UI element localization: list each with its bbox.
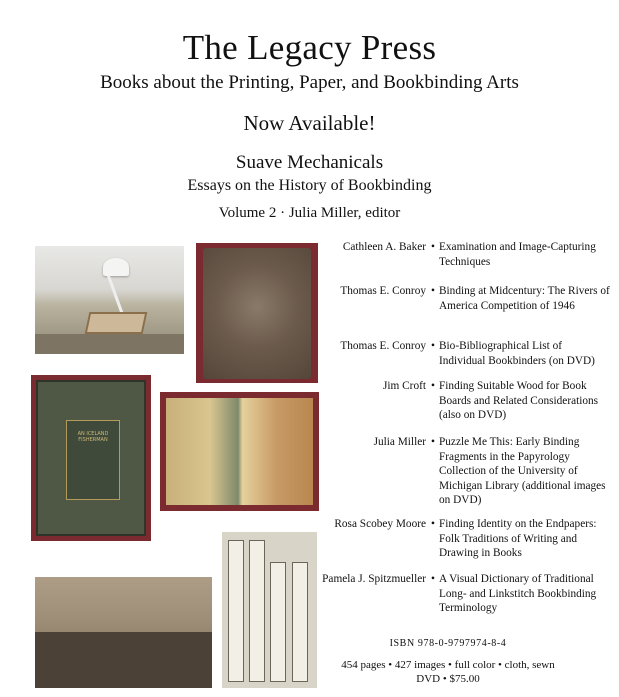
linkstitch-diagram-photo (222, 532, 317, 688)
entry-title: A Visual Dictionary of Traditional Long- and Linkstitch Bookbinding Terminology (439, 573, 597, 615)
conservation-lab-photo (35, 246, 184, 354)
isbn-number: ISBN 978-0-9797974-8-4 (389, 638, 507, 649)
spine-strip (249, 540, 265, 682)
book-title: Suave Mechanicals (235, 152, 384, 173)
spine-strip (228, 540, 244, 682)
specs-line: 454 pages • 427 images • full color • cloth, sewn (341, 659, 555, 671)
decorated-cloth-binding-photo (31, 375, 151, 541)
entry-title: Finding Suitable Wood for Book Boards and Related Considerations (also on DVD) (439, 380, 599, 422)
entry-title: Finding Identity on the Endpapers: Folk Traditions of Writing and Drawing in Books (439, 518, 597, 560)
cover-title-text: AN ICELAND FISHERMAN (77, 431, 109, 443)
volume-editor-line: Volume 2 · Julia Miller, editor (218, 205, 401, 221)
lamp-shape (103, 258, 129, 276)
book-specifications (318, 658, 578, 686)
painted-endpapers-photo (160, 392, 319, 511)
entry-author: Pamela J. Spitzmueller (322, 573, 426, 585)
desk-surface (35, 334, 184, 354)
entry-author: Jim Croft (383, 380, 426, 392)
entry-bullet: • (431, 436, 435, 448)
open-book-pages (166, 398, 313, 505)
entry-author: Thomas E. Conroy (340, 340, 426, 352)
publisher-tagline: Books about the Printing, Paper, and Bookbinding Arts (100, 72, 519, 93)
wood-board (35, 632, 212, 688)
entry-bullet: • (431, 340, 435, 352)
title-panel (66, 420, 120, 500)
green-cover (36, 380, 146, 536)
entry-title: Binding at Midcentury: The Rivers of America Competition of 1946 (439, 285, 610, 312)
entry-author: Julia Miller (373, 436, 426, 448)
entry-author: Rosa Scobey Moore (334, 518, 426, 530)
publisher-title: The Legacy Press (182, 28, 437, 67)
entry-bullet: • (431, 518, 435, 530)
entry-title: Examination and Image-Capturing Techniques (439, 241, 596, 268)
wooden-board-fragment-photo (35, 577, 212, 688)
worn-leather-cover-photo (196, 243, 318, 383)
specs-line: DVD • $75.00 (416, 673, 480, 685)
entry-bullet: • (431, 573, 435, 585)
spine-strip (292, 562, 308, 682)
entry-author: Thomas E. Conroy (340, 285, 426, 297)
entry-title: Puzzle Me This: Early Binding Fragments in the Papyrology Collection of the University of Michigan Library (additional images on DVD) (439, 436, 606, 507)
book-on-desk (85, 312, 148, 334)
entry-bullet: • (431, 285, 435, 297)
availability-heading: Now Available! (243, 111, 376, 135)
spine-strip (270, 562, 286, 682)
book-subtitle: Essays on the History of Bookbinding (187, 177, 432, 194)
entry-bullet: • (431, 380, 435, 392)
leather-cover (203, 248, 311, 379)
entry-bullet: • (431, 241, 435, 253)
entry-title: Bio-Bibliographical List of Individual Bookbinders (on DVD) (439, 340, 595, 367)
entry-author: Cathleen A. Baker (342, 241, 426, 253)
